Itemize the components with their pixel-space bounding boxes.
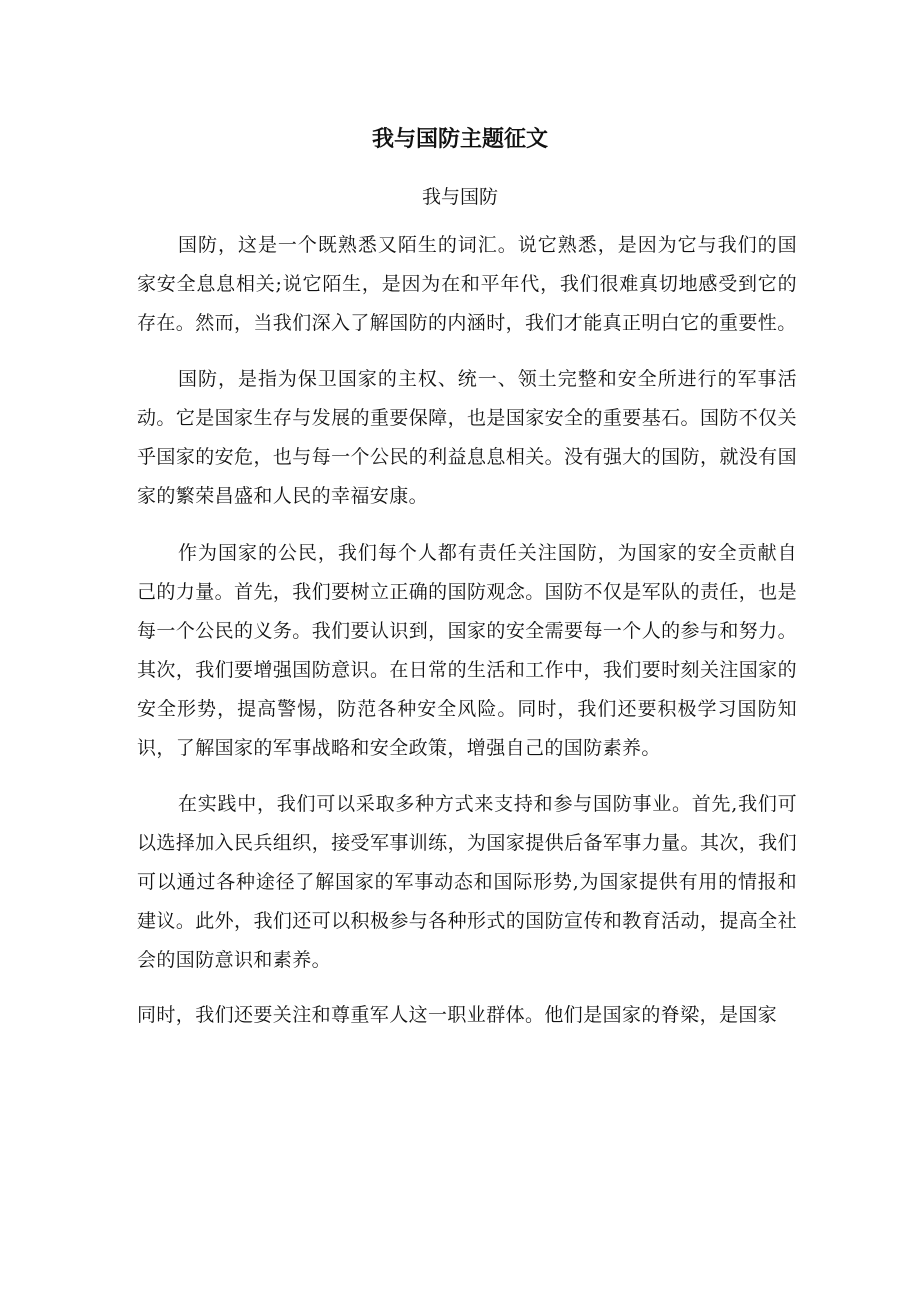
document-body: [137, 226, 797, 1035]
paragraph-3: 作为国家的公民，我们每个人都有责任关注国防，为国家的安全贡献自己的力量。首先，我们要树立正确的国防观念。国防不仅是军队的责任，也是每一个公民的义务。我们要认识到，国家的安全需要每一个人的参与和努力。其次，我们要增强国防意识。在日常的生活和工作中，我们要时刻关注国家的安全形势，提高警惕，防范各种安全风险。同时，我们还要积极学习国防知识，了解国家的军事战略和安全政策，增强自己的国防素养。: [137, 542, 797, 759]
paragraph-1: 国防，这是一个既熟悉又陌生的词汇。说它熟悉，是因为它与我们的国家安全息息相关;说它陌生，是因为在和平年代，我们很难真切地感受到它的存在。然而，当我们深入了解国防的内涵时，我们才能真正明白它的重要性。: [137, 234, 797, 334]
paragraph-2: 国防，是指为保卫国家的主权、统一、领土完整和安全所进行的军事活动。它是国家生存与发展的重要保障，也是国家安全的重要基石。国防不仅关乎国家的安危，也与每一个公民的利益息息相关。没有强大的国防，就没有国家的繁荣昌盛和人民的幸福安康。: [137, 368, 797, 507]
document-title: 我与国防主题征文: [371, 127, 548, 152]
paragraph-4: 在实践中，我们可以采取多种方式来支持和参与国防事业。首先,我们可以选择加入民兵组织，接受军事训练，为国家提供后备军事力量。其次，我们可以通过各种途径了解国家的军事动态和国际形势,为国家提供有用的情报和建议。此外，我们还可以积极参与各种形式的国防宣传和教育活动，提高全社会的国防意识和素养。: [137, 793, 797, 971]
paragraph-5: 同时，我们还要关注和尊重军人这一职业群体。他们是国家的脊梁，是国家: [137, 1004, 778, 1026]
document-subtitle: 我与国防: [421, 186, 498, 208]
